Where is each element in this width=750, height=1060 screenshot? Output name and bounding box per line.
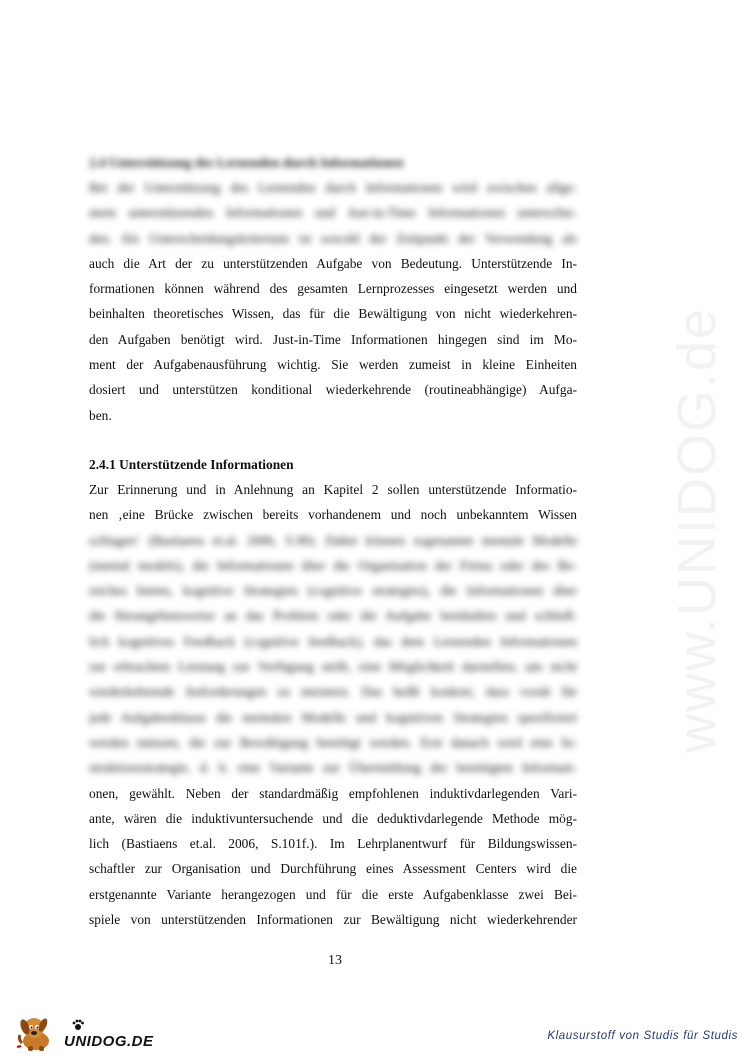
watermark — [667, 300, 727, 760]
text-line-blurred: Bei der Unterstützung des Lernenden durch Informationen wird zwischen allge- — [89, 180, 577, 195]
section-heading-blurred: 2.4 Unterstützung des Lernenden durch Informationen — [89, 155, 404, 170]
page-number: 13 — [328, 953, 342, 968]
logo-text: UNIDOG.DE — [64, 1033, 154, 1050]
text-line: dosiert und unterstützen konditional wiederkehrende (routineabhängige) Aufga- — [89, 382, 577, 398]
text-line-blurred: (mental models), die Informationen über die Organisation der Firma oder des Be- — [89, 557, 577, 573]
paragraph-gap — [89, 428, 577, 452]
paragraph-2 — [89, 477, 577, 932]
paw-icon — [72, 1019, 84, 1031]
text-line: erstgenannte Variante herangezogen und für die erste Aufgabenklasse zwei Bei- — [89, 886, 577, 902]
slogan-word: Klausurstoff — [547, 1030, 616, 1042]
text-line-blurred: den. Als Unterscheidungskriterium ist sowohl der Zeitpunkt der Verwendung als — [89, 230, 577, 246]
text-line-blurred: schlagen‘ (Bastiaens et.al. 2006, S.90). Dabei können sogenannte mentale Modelle — [89, 532, 577, 548]
text-line-blurred: struktionsstrategie, d. h. eine Variante zur Übermittlung der benötigten Informati- — [89, 760, 577, 776]
text-line-blurred: wiederkehrende Anforderungen zu meistern. Das heißt konkret, dass vorab für — [89, 684, 577, 700]
text-line: spiele von unterstützenden Informationen zur Bewältigung nicht wiederkehrender — [89, 912, 577, 928]
dog-mascot-icon — [12, 1013, 60, 1053]
slogan-word: für — [683, 1030, 699, 1042]
text-line: onen, gewählt. Neben der standardmäßig empfohlenen induktivdarlegenden Vari- — [89, 785, 577, 801]
unidog-logo[interactable] — [12, 1013, 162, 1053]
text-line: den Aufgaben benötigt wird. Just-in-Time Informationen hingegen sind im Mo- — [89, 331, 577, 347]
text-line: schaftler zur Organisation und Durchführung eines Assessment Centers wird die — [89, 861, 577, 877]
page-content — [89, 150, 577, 932]
text-line-blurred: jede Aufgabenklasse die mentalen Modelle und kognitiven Strategien spezifiziert — [89, 709, 577, 725]
subsection-heading: 2.4.1 Unterstützende Informationen — [89, 456, 294, 472]
text-line-blurred: mein unterstützenden Informationen und Just-in-Time Informationen unterschie- — [89, 205, 577, 221]
slogan-word: von — [619, 1030, 640, 1042]
slogan-word: Studis — [702, 1030, 738, 1042]
text-line: formationen können während des gesamten Lernprozesses eingesetzt werden und — [89, 281, 577, 297]
text-line: ben. — [89, 407, 112, 423]
text-line: nen ‚eine Brücke zwischen bereits vorhandenem und noch unbekanntem Wissen — [89, 507, 577, 523]
text-line-blurred: lich kognitives Feedback (cognitive feedback), das dem Lernenden Informationen — [89, 633, 577, 649]
text-line: auch die Art der zu unterstützenden Aufgabe von Bedeutung. Unterstützende In- — [89, 255, 577, 271]
watermark-text: www.UNIDOG.de — [667, 306, 727, 754]
text-line-blurred: werden müssen, die zur Bewältigung benötigt werden. Erst danach wird eine In- — [89, 734, 577, 750]
text-line: ante, wären die induktivuntersuchende und die deduktivdarlegende Methode mög- — [89, 810, 577, 826]
text-line-blurred: die Herangehensweise an das Problem oder die Aufgabe beinhalten und schließ- — [89, 608, 577, 624]
footer-slogan — [547, 1030, 738, 1042]
text-line: Zur Erinnerung und in Anlehnung an Kapitel 2 sollen unterstützende Informatio- — [89, 481, 577, 497]
text-line: ment der Aufgabenausführung wichtig. Sie werden zumeist in kleine Einheiten — [89, 357, 577, 373]
text-line-blurred: reiches bieten, kognitive Strategien (cognitive strategies), die Informationen über — [89, 583, 577, 599]
paragraph-1 — [89, 175, 577, 428]
text-line-blurred: zur erbrachten Leistung zur Verfügung stellt, eine Möglichkeit darstellen, um nicht — [89, 659, 577, 675]
text-line: lich (Bastiaens et.al. 2006, S.101f.). Im Lehrplanentwurf für Bildungswissen- — [89, 836, 577, 852]
text-line: beinhalten theoretisches Wissen, das für die Bewältigung von nicht wiederkehren- — [89, 306, 577, 322]
slogan-word: Studis — [643, 1030, 680, 1042]
